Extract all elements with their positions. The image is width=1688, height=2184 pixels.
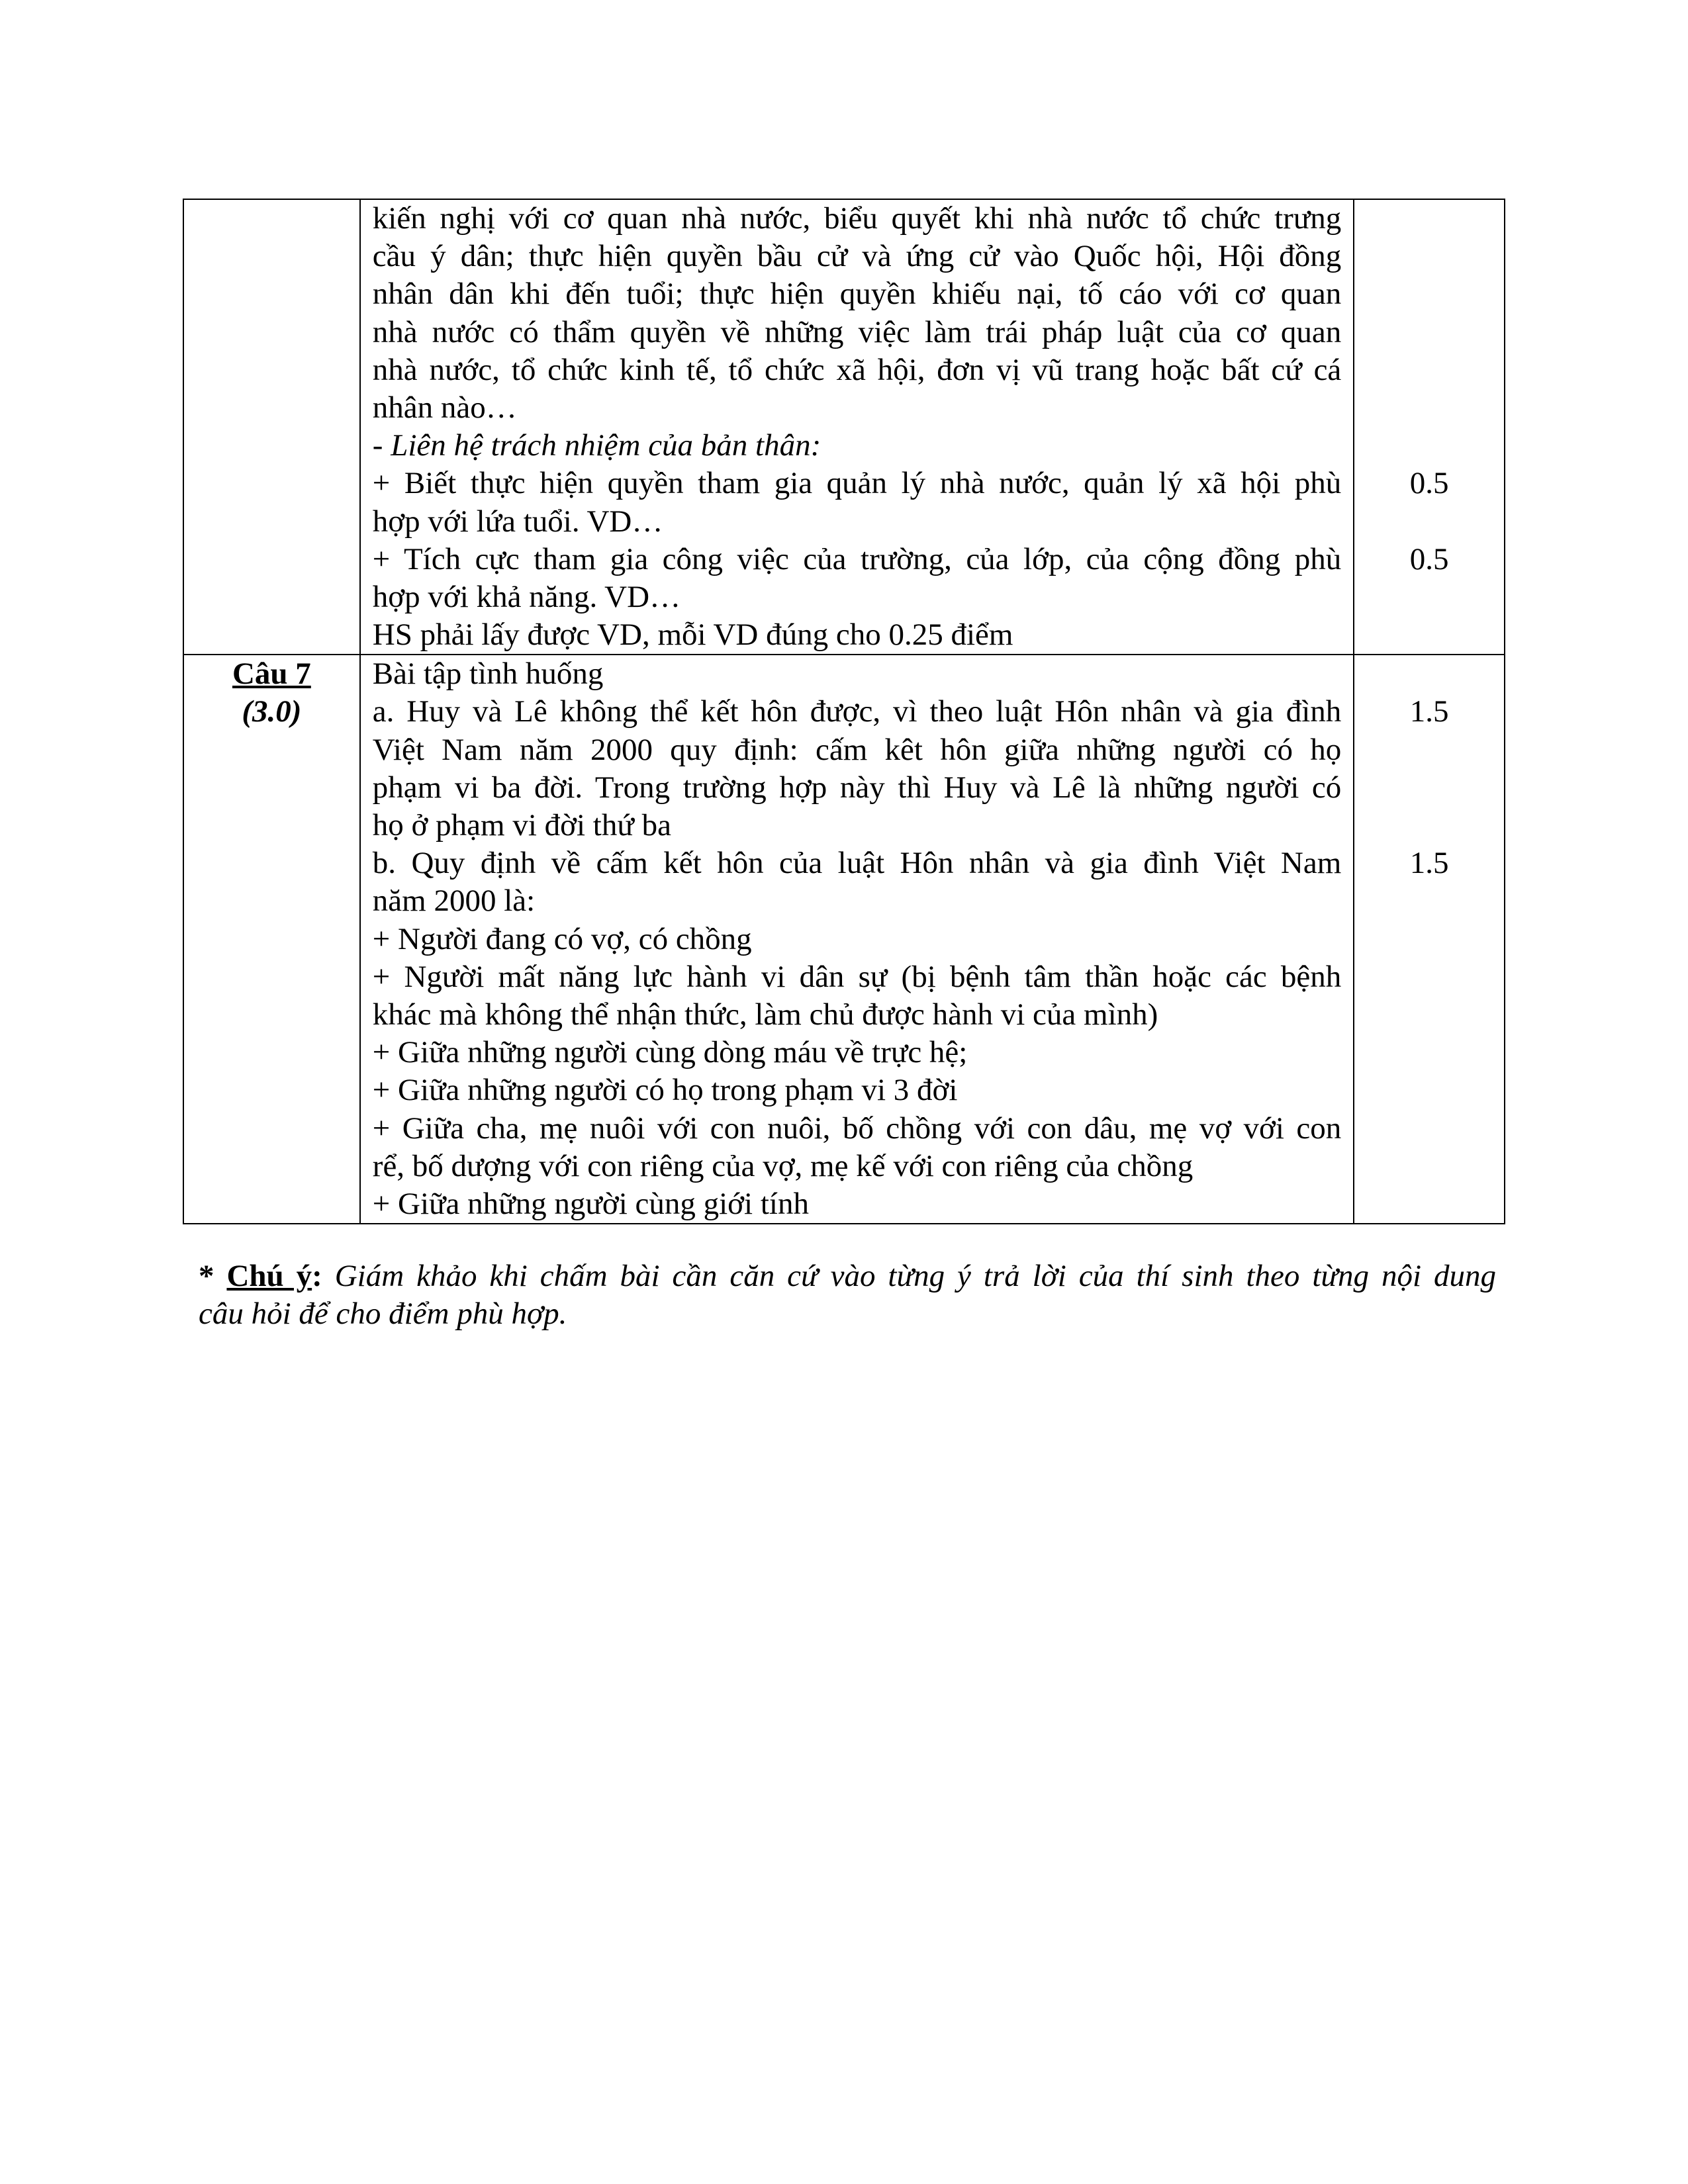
answer-line: họ ở phạm vi đời thứ ba xyxy=(372,808,671,842)
answer-line: Bài tập tình huống xyxy=(372,657,604,692)
question-cell xyxy=(183,199,360,655)
answer-line: b. Quy định về cấm kết hôn của luật Hôn nhân và gia đình Việt Nam xyxy=(372,846,1342,881)
answer-line: nhân dân khi đến tuổi; thực hiện quyền khiếu nại, tố cáo với cơ quan xyxy=(372,277,1342,312)
answer-line: cầu ý dân; thực hiện quyền bầu cử và ứng cử vào Quốc hội, Hội đồng xyxy=(372,239,1342,274)
points-cell xyxy=(1354,199,1505,655)
answer-line: Việt Nam năm 2000 quy định: cấm kêt hôn giữa những người có họ xyxy=(372,732,1342,767)
question-title: Câu 7 xyxy=(232,657,311,692)
grading-table xyxy=(183,199,1505,1224)
answer-content-cell xyxy=(360,655,1354,1224)
question-cell xyxy=(183,655,360,1224)
answer-line: + Giữa cha, mẹ nuôi với con nuôi, bố chồng với con dâu, mẹ vợ với con xyxy=(372,1111,1342,1146)
note-text: Giám khảo khi chấm bài cần căn cứ vào từng ý trả lời của thí sinh theo từng nội dung xyxy=(334,1259,1496,1293)
answer-line: HS phải lấy được VD, mỗi VD đúng cho 0.25 điểm xyxy=(372,617,1013,653)
answer-line: nhân nào… xyxy=(372,390,517,425)
table-row xyxy=(183,199,1505,655)
point-value: 1.5 xyxy=(1409,694,1449,729)
answer-line: hợp với khả năng. VD… xyxy=(372,579,681,614)
answer-line: nhà nước có thẩm quyền về những việc làm trái pháp luật của cơ quan xyxy=(372,314,1342,349)
answer-line: + Giữa những người cùng dòng máu về trực hệ; xyxy=(372,1035,968,1070)
answer-line: + Giữa những người cùng giới tính xyxy=(372,1186,809,1221)
answer-line: a. Huy và Lê không thể kết hôn được, vì theo luật Hôn nhân và gia đình xyxy=(372,694,1342,729)
question-score: (3.0) xyxy=(242,694,302,729)
answer-line: + Giữa những người có họ trong phạm vi 3 đời xyxy=(372,1073,958,1108)
note-label xyxy=(199,1259,335,1293)
answer-line: rể, bố dượng với con riêng của vợ, mẹ kế với con riêng của chồng xyxy=(372,1148,1194,1183)
point-value: 0.5 xyxy=(1409,466,1449,501)
answer-line: + Biết thực hiện quyền tham gia quản lý nhà nước, quản lý xã hội phù xyxy=(372,466,1342,501)
answer-line: kiến nghị với cơ quan nhà nước, biểu quyết khi nhà nước tổ chức trưng xyxy=(372,201,1342,236)
note-line: câu hỏi để cho điểm phù hợp. xyxy=(199,1297,567,1332)
answer-line: phạm vi ba đời. Trong trường hợp này thì Huy và Lê là những người có xyxy=(372,770,1342,805)
answer-line-heading: - Liên hệ trách nhiệm của bản thân: xyxy=(372,428,821,463)
point-value: 1.5 xyxy=(1409,846,1449,881)
points-cell xyxy=(1354,655,1505,1224)
answer-content-cell xyxy=(360,199,1354,655)
answer-line: hợp với lứa tuổi. VD… xyxy=(372,504,663,539)
table-row xyxy=(183,655,1505,1224)
answer-line: + Người mất năng lực hành vi dân sự (bị bệnh tâm thần hoặc các bệnh xyxy=(372,959,1342,994)
answer-line: nhà nước, tổ chức kinh tế, tổ chức xã hội, đơn vị vũ trang hoặc bất cứ cá xyxy=(372,352,1342,387)
note-star: * xyxy=(199,1259,227,1293)
answer-line: năm 2000 là: xyxy=(372,884,536,919)
point-value: 0.5 xyxy=(1409,541,1449,576)
answer-line: + Người đang có vợ, có chồng xyxy=(372,921,752,956)
note-colon: : xyxy=(312,1259,335,1293)
answer-line: khác mà không thể nhận thức, làm chủ được hành vi của mình) xyxy=(372,997,1158,1032)
answer-line: + Tích cực tham gia công việc của trường, của lớp, của cộng đồng phù xyxy=(372,541,1342,576)
note-line xyxy=(199,1257,1496,1295)
grading-note xyxy=(199,1257,1496,1333)
note-label-text: Chú ý xyxy=(226,1259,312,1293)
